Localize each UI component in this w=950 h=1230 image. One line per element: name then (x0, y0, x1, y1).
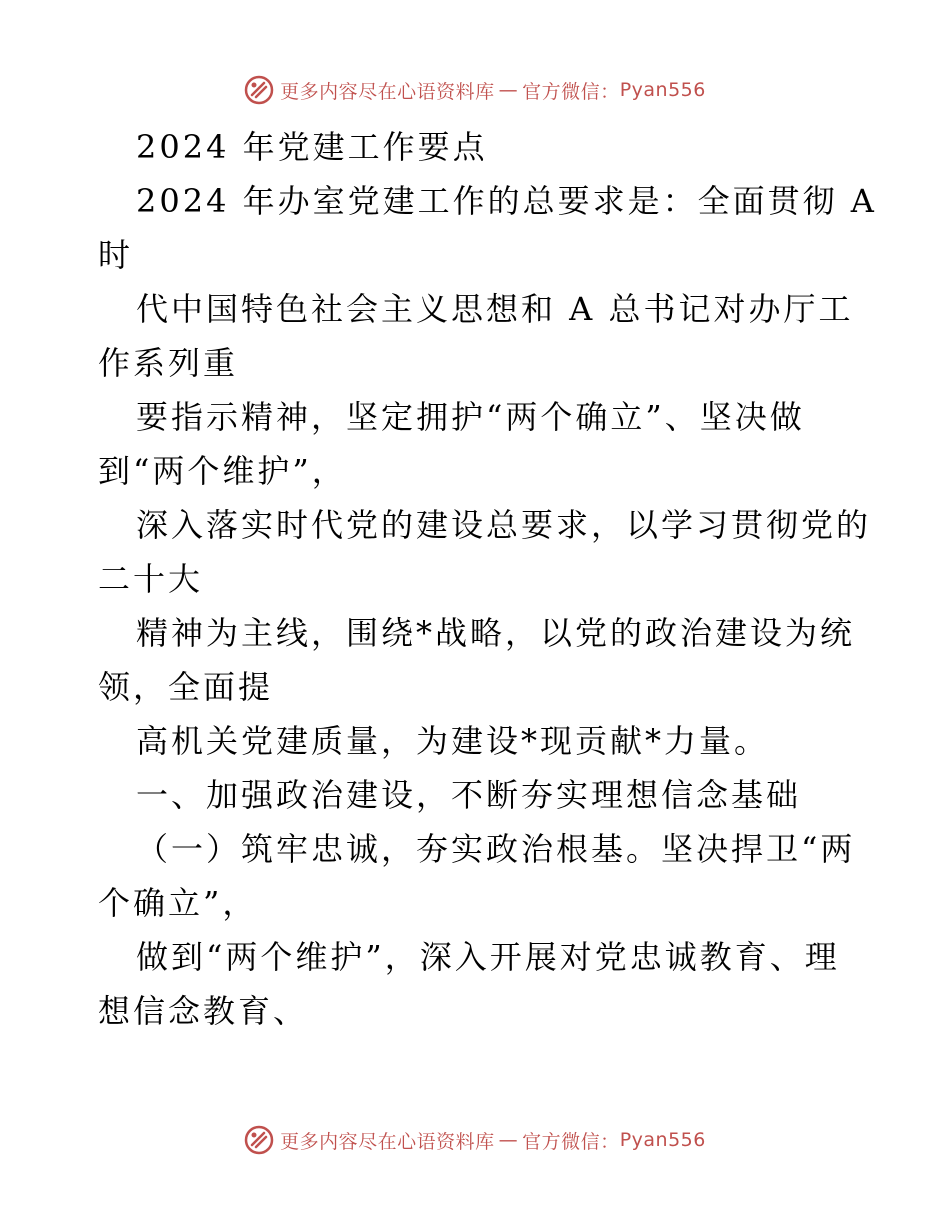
text-line: 2024 年办室党建工作的总要求是：全面贯彻 A (136, 182, 877, 220)
watermark-header (0, 70, 950, 110)
text-line: 精神为主线，围绕*战略，以党的政治建设为统 (136, 614, 856, 652)
watermark-contact-id: Pyan556 (619, 79, 706, 101)
text-line: 做到“两个维护”，深入开展对党忠诚教育、理 (136, 938, 840, 976)
text-line: 想信念教育、 (98, 992, 309, 1030)
text-line: （一）筑牢忠诚，夯实政治根基。坚决捍卫“两 (136, 830, 856, 868)
watermark-contact-id: Pyan556 (619, 1129, 706, 1151)
watermark-separator: — (498, 1129, 519, 1151)
text-line: 到“两个维护”， (98, 452, 347, 490)
text-line: 二十大 (98, 560, 204, 598)
text-line: 深入落实时代党的建设总要求，以学习贯彻党的 (136, 506, 872, 544)
text-line: 2024 年党建工作要点 (136, 128, 488, 166)
text-line: 作系列重 (98, 344, 239, 382)
text-line: 高机关党建质量，为建设*现贡献*力量。 (136, 722, 770, 760)
watermark-separator: — (498, 79, 519, 101)
watermark-text: 更多内容尽在心语资料库 (280, 80, 495, 103)
watermark-contact-label: 官方微信： (522, 1130, 620, 1153)
text-line: 领，全面提 (98, 668, 274, 706)
watermark-footer (0, 1120, 950, 1160)
watermark-contact-label: 官方微信： (522, 80, 620, 103)
text-line: 要指示精神，坚定拥护“两个确立”、坚决做 (136, 398, 805, 436)
watermark-text: 更多内容尽在心语资料库 (280, 1130, 495, 1153)
text-line: 一、加强政治建设，不断夯实理想信念基础 (136, 776, 802, 814)
text-line: 个确立”， (98, 884, 258, 922)
text-line: 代中国特色社会主义思想和 A 总书记对办厅工 (136, 290, 854, 328)
text-line: 时 (98, 236, 134, 274)
seal-logo-icon (244, 1125, 274, 1155)
seal-logo-icon (244, 75, 274, 105)
document-body (98, 120, 877, 1038)
